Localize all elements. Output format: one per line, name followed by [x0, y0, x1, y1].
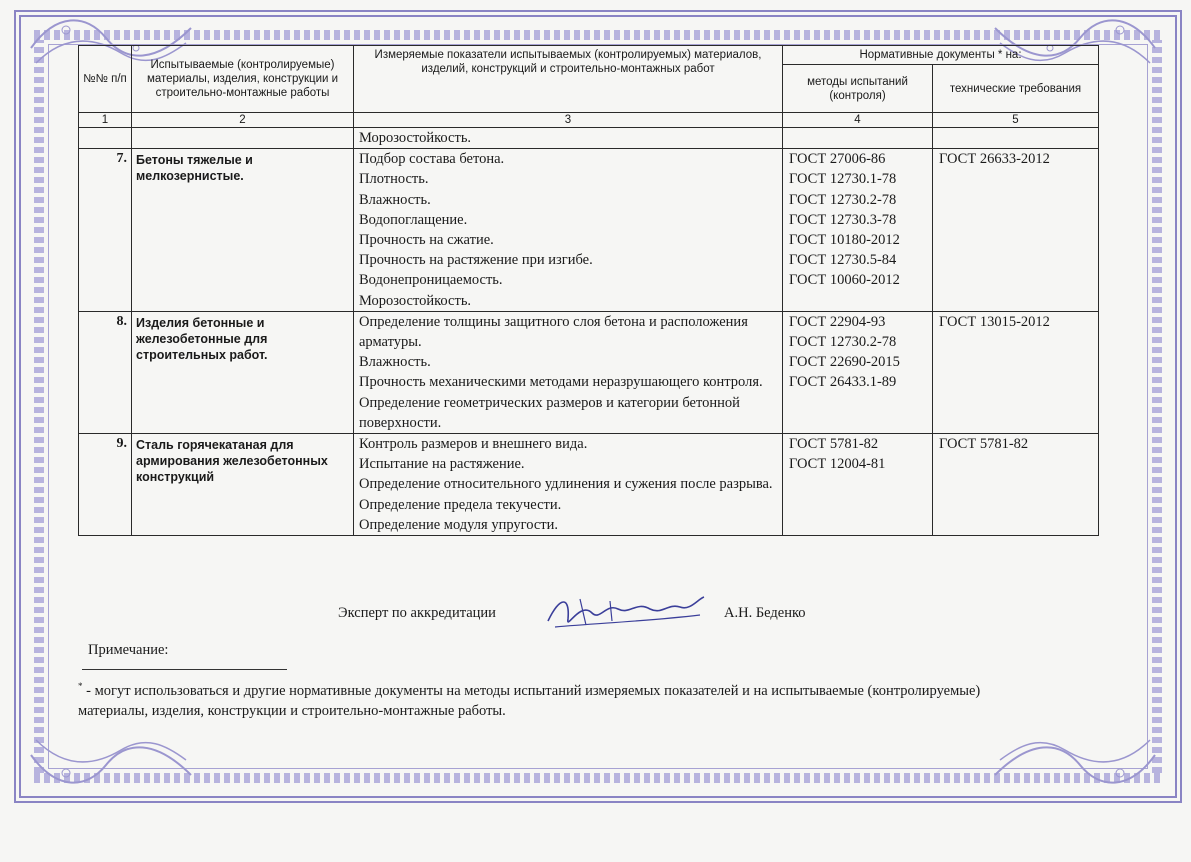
row-material: Сталь горячекатаная для армирования железобетонных конструкций	[132, 434, 354, 536]
indicator-item: Влажность.	[359, 354, 431, 371]
method-doc: ГОСТ 5781-82	[789, 436, 879, 453]
expert-name: А.Н. Беденко	[724, 605, 806, 621]
indicator-item: Влажность.	[359, 191, 431, 208]
corner-ornament-bottom-left	[26, 725, 196, 795]
column-number: 1	[79, 113, 132, 128]
method-doc: ГОСТ 10060-2012	[789, 272, 900, 289]
carryover-indicator: Морозостойкость.	[354, 128, 783, 149]
indicator-item: Определение относительного удлинения и сужения после разрыва.	[359, 476, 773, 493]
method-doc: ГОСТ 22690-2015	[789, 354, 900, 371]
header-methods: методы испытаний (контроля)	[783, 65, 933, 113]
header-material: Испытываемые (контролируемые) материалы, изделия, конструкции и строительно-монтажные работы	[132, 46, 354, 113]
row-indicators	[354, 311, 783, 433]
method-doc: ГОСТ 22904-93	[789, 313, 886, 330]
method-doc: ГОСТ 12730.5-84	[789, 252, 897, 269]
column-number: 5	[933, 113, 1099, 128]
header-indicators: Измеряемые показатели испытываемых (контролируемых) материалов, изделий, конструкций и строительно-монтажных работ	[354, 46, 783, 113]
indicator-item: Прочность механическими методами неразрушающего контроля.	[359, 374, 763, 391]
method-doc: ГОСТ 27006-86	[789, 151, 886, 168]
method-doc: ГОСТ 26433.1-89	[789, 374, 897, 391]
indicator-item: Испытание на растяжение.	[359, 456, 525, 473]
expert-label: Эксперт по аккредитации	[338, 605, 496, 621]
row-tech: ГОСТ 26633-2012	[933, 149, 1099, 312]
table-row	[79, 149, 1099, 312]
method-doc: ГОСТ 12730.2-78	[789, 191, 897, 208]
row-methods	[783, 434, 933, 536]
corner-ornament-bottom-right	[990, 725, 1160, 795]
row-indicators	[354, 434, 783, 536]
accreditation-scope-table	[78, 45, 1099, 536]
indicator-item: Водопоглащение.	[359, 211, 468, 228]
row-number: 9.	[79, 434, 132, 536]
note-text	[78, 676, 1038, 721]
table-row-carryover	[79, 128, 1099, 149]
indicator-item: Плотность.	[359, 171, 429, 188]
row-methods	[783, 149, 933, 312]
indicator-item: Определение геометрических размеров и категории бетонной поверхности.	[359, 394, 740, 431]
row-number: 7.	[79, 149, 132, 312]
column-number: 2	[132, 113, 354, 128]
row-material: Изделия бетонные и железобетонные для строительных работ.	[132, 311, 354, 433]
method-doc: ГОСТ 12730.3-78	[789, 211, 897, 228]
note-asterisk: *	[78, 681, 83, 691]
note-divider	[82, 669, 287, 670]
indicator-item: Подбор состава бетона.	[359, 151, 505, 168]
method-doc: ГОСТ 12004-81	[789, 456, 886, 473]
column-number: 4	[783, 113, 933, 128]
header-num: №№ п/п	[79, 46, 132, 113]
indicator-item: Определение толщины защитного слоя бетона и расположения арматуры.	[359, 313, 748, 351]
row-indicators	[354, 149, 783, 312]
row-material: Бетоны тяжелые и мелкозернистые.	[132, 149, 354, 312]
table-row	[79, 311, 1099, 433]
row-tech: ГОСТ 5781-82	[933, 434, 1099, 536]
indicator-item: Водонепроницаемость.	[359, 272, 503, 289]
row-number: 8.	[79, 311, 132, 433]
table-row	[79, 434, 1099, 536]
row-methods	[783, 311, 933, 433]
column-number: 3	[354, 113, 783, 128]
method-doc: ГОСТ 12730.2-78	[789, 334, 897, 351]
method-doc: ГОСТ 12730.1-78	[789, 171, 897, 188]
method-doc: ГОСТ 10180-2012	[789, 232, 900, 249]
indicator-item: Определение предела текучести.	[359, 496, 562, 513]
note-body: - могут использоваться и другие нормативные документы на методы испытаний измеряемых показателей и на испытываемые (контролируемые) материалы, изделия, конструкции и строительно-монтажные работы.	[78, 682, 981, 719]
indicator-item: Определение модуля упругости.	[359, 516, 558, 533]
note-label: Примечание:	[88, 642, 169, 658]
expert-signature	[540, 591, 710, 637]
indicator-item: Контроль размеров и внешнего вида.	[359, 436, 588, 453]
indicator-item: Прочность на сжатие.	[359, 232, 494, 249]
indicator-item: Морозостойкость.	[359, 292, 472, 309]
header-tech: технические требования	[933, 65, 1099, 113]
header-row	[79, 46, 1099, 65]
indicator-item: Прочность на растяжение при изгибе.	[359, 252, 593, 269]
column-number-row	[79, 113, 1099, 128]
header-normative: Нормативные документы * на:	[783, 46, 1099, 65]
row-tech: ГОСТ 13015-2012	[933, 311, 1099, 433]
